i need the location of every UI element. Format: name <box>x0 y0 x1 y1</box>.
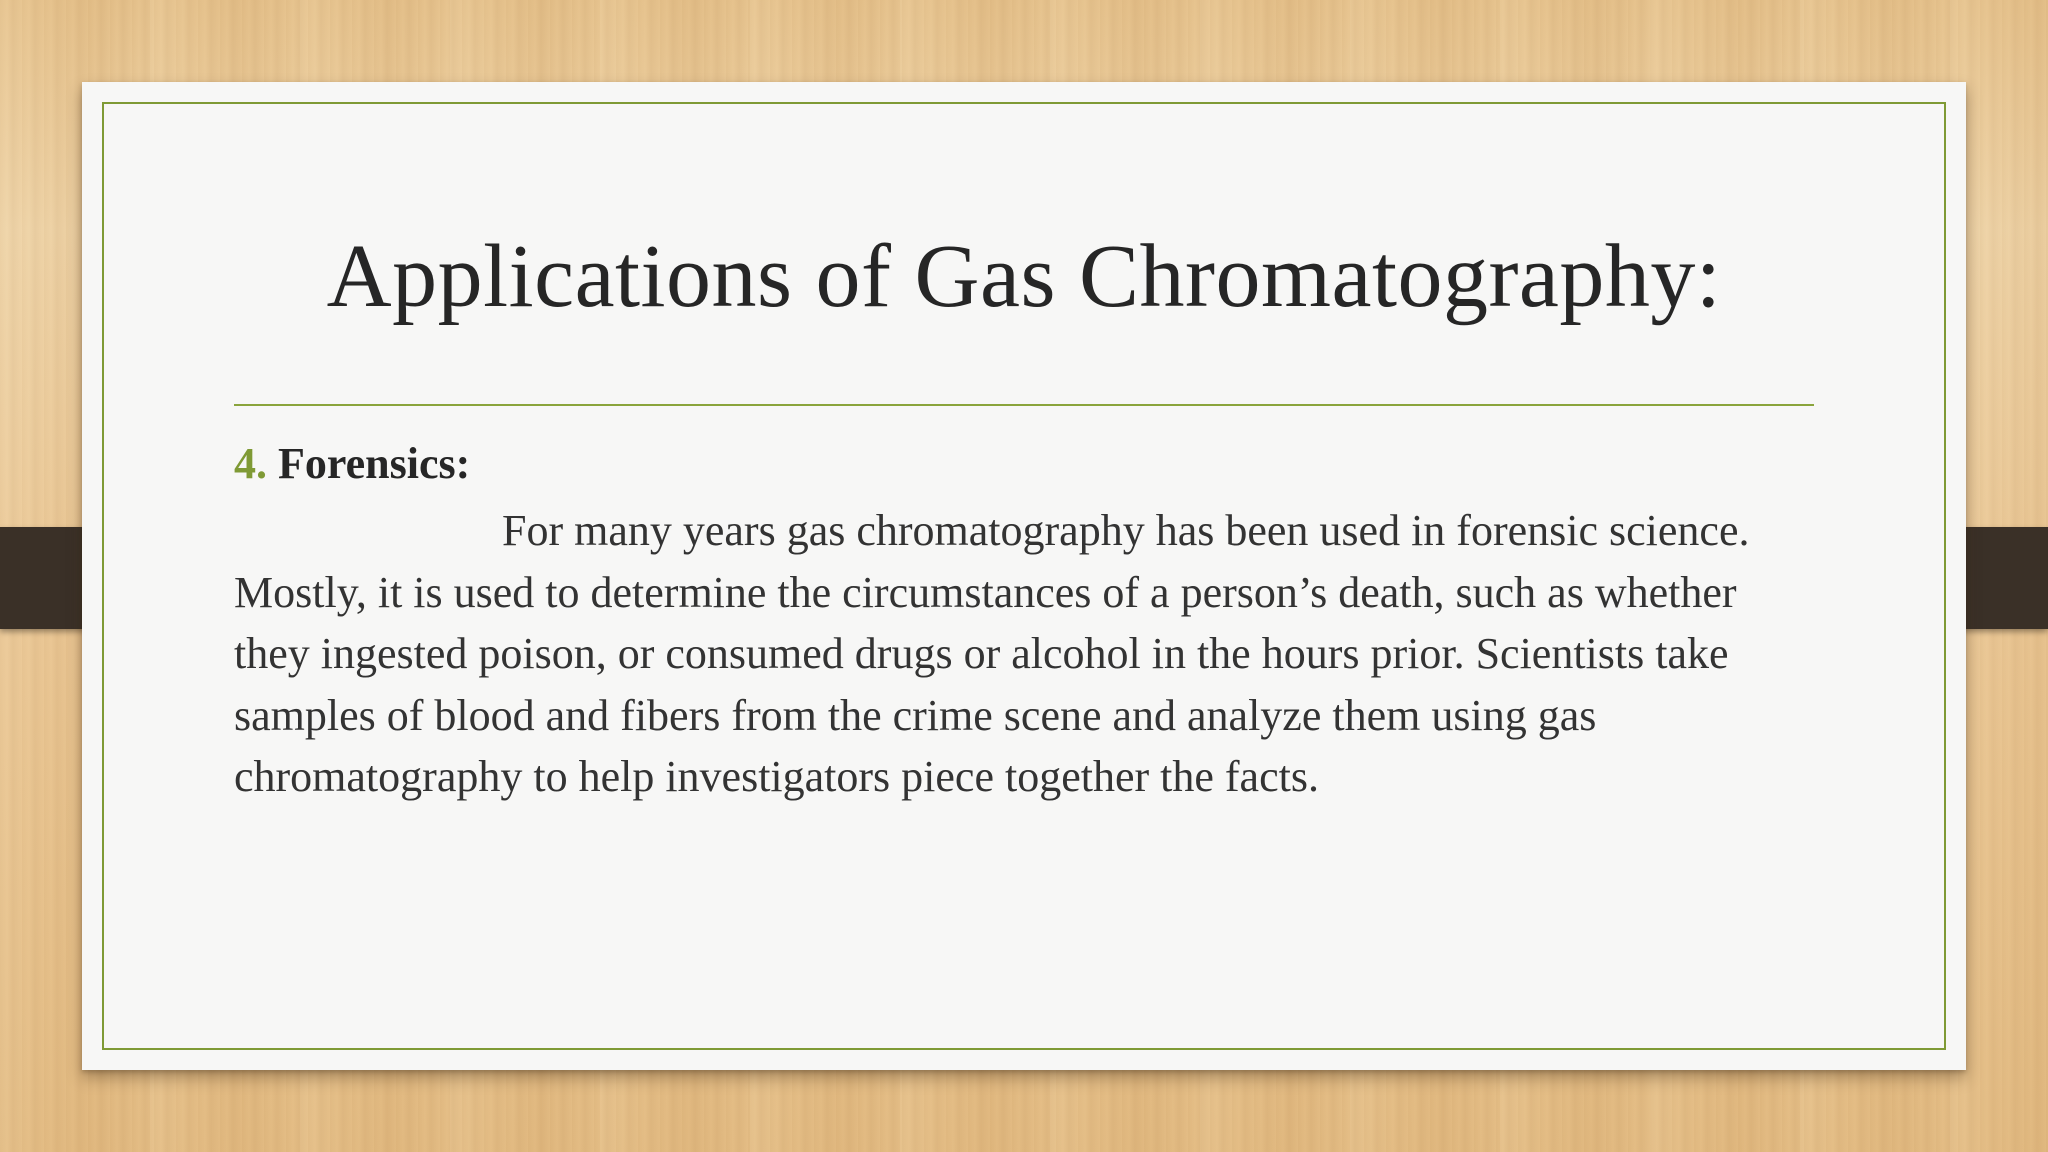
section-heading <box>234 434 1814 494</box>
title-divider <box>234 404 1814 406</box>
slide <box>82 82 1966 1070</box>
section-number: 4. <box>234 439 267 488</box>
slide-body <box>234 434 1814 808</box>
body-paragraph: For many years gas chromatography has been used in forensic science. Mostly, it is used to determine the circumstances of a person’s death, such as whether they ingested poison, or consumed drugs or alcohol in the hours prior. Scientists take samples of blood and fibers from the crime scene and analyze them using gas chromatography to help investigators piece together the facts. <box>234 506 1750 801</box>
slide-title: Applications of Gas Chromatography: <box>326 227 1722 326</box>
section-label: Forensics: <box>278 439 471 488</box>
